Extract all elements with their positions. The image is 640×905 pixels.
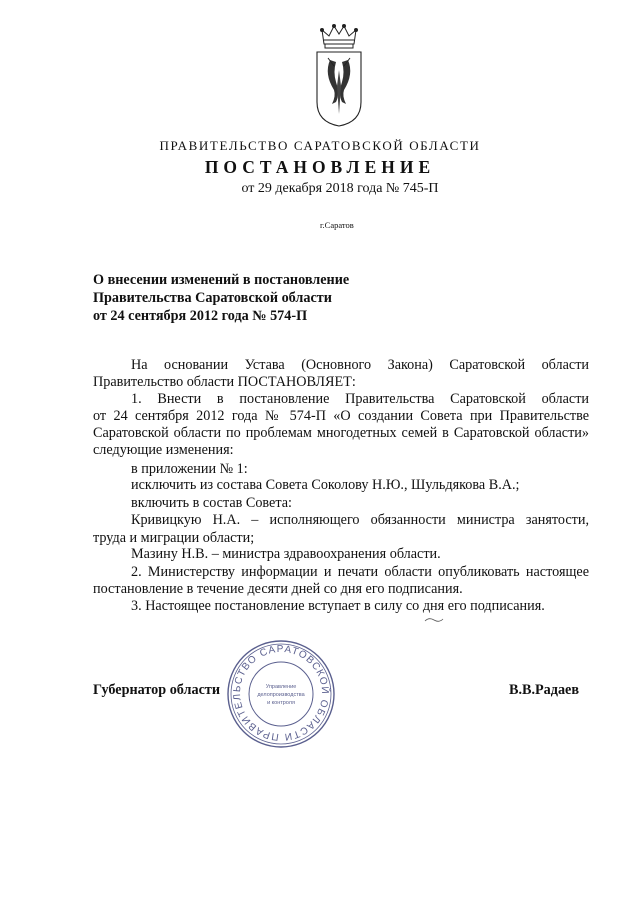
- svg-text:ПРАВИТЕЛЬСТВО САРАТОВСКОЙ ОБЛА: ПРАВИТЕЛЬСТВО САРАТОВСКОЙ ОБЛАСТИ: [231, 643, 331, 743]
- body-line: постановление в течение десяти дней со дня его подписания.: [93, 581, 463, 597]
- body-line: включить в состав Совета:: [131, 495, 292, 511]
- body-line: Кривицкую Н.А. – исполняющего обязанности министра занятости,: [131, 512, 589, 528]
- document-date-number: от 29 декабря 2018 года № 745-П: [241, 181, 439, 196]
- body-line: Саратовской области по проблемам многодетных семей в Саратовской области»: [93, 425, 589, 441]
- svg-text:Управление: Управление: [265, 684, 297, 690]
- body-line: 2. Министерству информации и печати области опубликовать настоящее: [131, 564, 589, 580]
- body-line: Мазину Н.В. – министра здравоохранения области.: [131, 546, 441, 562]
- coat-of-arms-emblem: [314, 22, 364, 128]
- handwritten-mark: [424, 617, 444, 623]
- body-line: в приложении № 1:: [131, 461, 248, 477]
- svg-text:делопроизводства: делопроизводства: [257, 692, 305, 698]
- signer-position: Губернатор области: [93, 682, 221, 698]
- document-city: г.Саратов: [320, 220, 354, 230]
- svg-text:и контроля: и контроля: [267, 700, 295, 706]
- body-line: следующие изменения:: [93, 442, 234, 458]
- body-line: 1. Внести в постановление Правительства Саратовской области: [131, 391, 589, 407]
- official-stamp: [226, 638, 336, 750]
- body-line: исключить из состава Совета Соколову Н.Ю., Шульдякова В.А.;: [131, 477, 520, 493]
- body-line: труда и миграции области;: [93, 530, 255, 546]
- document-title-line: от 24 сентября 2012 года № 574-П: [93, 308, 308, 324]
- body-line: 3. Настоящее постановление вступает в силу со дня его подписания.: [131, 598, 545, 614]
- body-line: На основании Устава (Основного Закона) Саратовской области: [131, 357, 589, 373]
- document-title-line: Правительства Саратовской области: [93, 290, 332, 306]
- government-name: ПРАВИТЕЛЬСТВО САРАТОВСКОЙ ОБЛАСТИ: [159, 138, 481, 153]
- signer-name: В.В.Радаев: [509, 682, 580, 698]
- body-line: Правительство области ПОСТАНОВЛЯЕТ:: [93, 374, 356, 390]
- document-title-line: О внесении изменений в постановление: [93, 272, 350, 288]
- body-line: от 24 сентября 2012 года № 574-П «О создании Совета при Правительстве: [93, 408, 589, 424]
- document-type: ПОСТАНОВЛЕНИЕ: [204, 157, 436, 177]
